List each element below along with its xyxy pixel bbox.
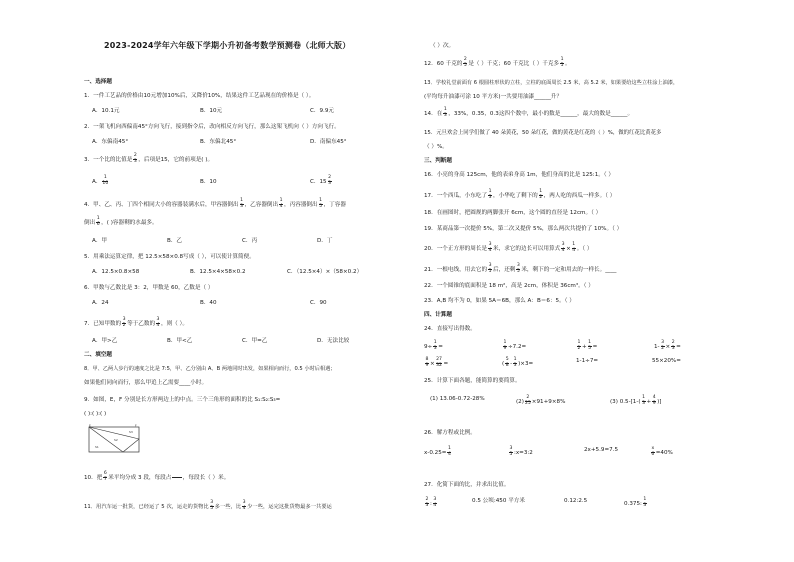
calc1-b-op: ÷7.2= bbox=[507, 343, 527, 350]
q10-text-mid: 米平均分成 3 段，每段占 bbox=[108, 474, 172, 481]
q4-fraction-3 bbox=[319, 199, 323, 210]
q7-f1-num: 3 bbox=[122, 317, 126, 322]
q3-option-c bbox=[310, 176, 333, 187]
calc1-a-op: 9÷ bbox=[424, 343, 433, 350]
question-25: 25．计算下面各题，能简算的要简算。 bbox=[424, 378, 521, 384]
q27-item-4: 0.375: bbox=[624, 500, 642, 507]
q26-item-2-frac: $\frac{3}{5}$ bbox=[509, 446, 513, 457]
calc2-b-open: ( bbox=[502, 360, 505, 367]
q12-text-mid: 是（ ）千克；60 千克比（ ）千克多 bbox=[468, 60, 560, 67]
calc2-b-frac2: $\frac{1}{3}$ bbox=[513, 357, 517, 368]
q4-option-c: C．丙 bbox=[242, 238, 258, 244]
question-24: 24．直接写出得数。 bbox=[424, 326, 476, 332]
q20-fraction-1 bbox=[488, 243, 492, 254]
q20-f1-num: 3 bbox=[488, 242, 492, 247]
section-calc: 四、计算题 bbox=[424, 312, 452, 318]
q7-option-b: B．甲<乙 bbox=[167, 338, 193, 344]
q12-f2-den: 5 bbox=[560, 62, 564, 68]
question-7 bbox=[84, 318, 188, 329]
calc2-c: 1-1÷7= bbox=[576, 358, 599, 364]
q12-text-pre: 12．60 千克的 bbox=[424, 60, 463, 67]
q6-option-a: A．24 bbox=[92, 300, 109, 306]
q20-text-mid: 米，求它的边长可以用算式 bbox=[493, 245, 561, 252]
q6-option-c: C．90 bbox=[310, 300, 327, 306]
q20-f1-den: 4 bbox=[488, 247, 492, 253]
q20-f3-num: 1 bbox=[572, 242, 576, 247]
q10-frac-den: 7 bbox=[103, 476, 107, 482]
q3-opta-den: 10 bbox=[102, 180, 109, 186]
calc2-b-minus: - bbox=[510, 360, 513, 367]
q11-text-mid: 多一些，比 bbox=[214, 503, 242, 510]
question-17 bbox=[424, 190, 615, 201]
q14-f-num: 1 bbox=[443, 107, 447, 112]
question-1: 1．一件工艺品的价格由10元增加10%后，又降价10%，结果这件工艺品现在的价格是（ ）。 bbox=[84, 93, 315, 99]
q25-item-2-label: (2) bbox=[516, 398, 524, 405]
q17-text-end: ，两人吃的西瓜一样多。（ ） bbox=[543, 192, 616, 199]
q17-f2-num: 1 bbox=[539, 189, 543, 194]
calc1-b-frac: $\frac{1}{9}$ bbox=[503, 340, 507, 351]
calc1-d-pre: 1- bbox=[654, 343, 660, 350]
q9-label-s2: S2 bbox=[114, 438, 118, 442]
q25-item-3-plus: + bbox=[646, 398, 652, 405]
q26-item-2: :x=3:2 bbox=[513, 449, 533, 456]
q4-f1-den: 3 bbox=[240, 203, 244, 209]
question-13-line2: (平均每升油漆可涂 10 平方米)一共要用油漆______升？ bbox=[424, 94, 563, 100]
q25-item-3-frac1: $\frac{1}{3}$ bbox=[642, 395, 645, 406]
calc1-c-eq: = bbox=[592, 343, 598, 350]
q20-fraction-2 bbox=[561, 243, 565, 254]
calc1-a-frac: $\frac{1}{3}$ bbox=[433, 340, 437, 351]
q20-fraction-3 bbox=[572, 243, 576, 254]
q12-fraction-2 bbox=[560, 58, 564, 69]
q4-f4-num: 1 bbox=[96, 216, 100, 221]
q3-opta-num: 1 bbox=[103, 175, 107, 180]
q21-fraction-2 bbox=[516, 264, 520, 275]
q3-text-pre: 3．一个比的比值是 bbox=[84, 156, 133, 163]
q9-label-e: E bbox=[89, 424, 91, 428]
q10-fraction bbox=[103, 472, 107, 483]
q11-fraction-1 bbox=[210, 501, 214, 512]
q3-frac-num: 2 bbox=[133, 153, 137, 158]
q3-optc-num: 2 bbox=[328, 175, 332, 180]
q26-item-3: 2x+5.9=7.5 bbox=[584, 447, 619, 453]
q10-text-post: ，每段长（ ）米。 bbox=[182, 474, 230, 481]
q17-f1-num: 1 bbox=[488, 189, 492, 194]
q20-text-post: 。（ ） bbox=[576, 245, 593, 252]
q27-item-4-frac: $\frac{1}{3}$ bbox=[643, 497, 647, 508]
question-20: 20．一个正方形的周长是 $\frac{3}{4}$ 米，求它的边长可以用算式 $\frac{3}{4}$ × $\frac{1}{4}$ 。（ ） bbox=[424, 242, 593, 253]
q1-option-b: B．10元 bbox=[200, 108, 223, 114]
q7-fraction-1 bbox=[122, 318, 126, 329]
q27-item-3: 0.12:2.5 bbox=[564, 498, 588, 504]
q27-item-1-frac1: $\frac{2}{3}$ bbox=[425, 497, 429, 508]
q7-f2-num: 3 bbox=[156, 317, 160, 322]
q12-f1-num: 2 bbox=[463, 57, 467, 62]
q21-f2-den: 5 bbox=[516, 268, 520, 274]
question-8: 8．甲、乙两人步行的速度之比是 7:5，甲、乙分别由 A、B 两地同时出发，如果相向而行，0.5 小时后相遇； bbox=[84, 366, 336, 372]
question-9: 9．如图，E，F 分别是长方形两边上的中点。三个三角形的面积的比 S₁:S₂:S₃= bbox=[84, 397, 281, 403]
q2-option-d: D．南偏东45° bbox=[310, 139, 347, 145]
question-18: 18．在画图时，把圆规的两脚张开 6cm，这个圆的直径是 12cm。（ ） bbox=[424, 210, 602, 216]
q7-fraction-2 bbox=[156, 318, 160, 329]
q25-item-2-frac: $\frac{2}{25}$ bbox=[524, 395, 531, 406]
q11-text-pre: 11．用汽车运一批货，已经运了 5 次，运走的货物比 bbox=[84, 503, 209, 510]
q26-item-1: x-0.25= bbox=[424, 449, 447, 456]
q10-text-pre: 10．把 bbox=[84, 474, 103, 481]
q4-text-a: 4．甲、乙、丙、丁四个相同大小的容器装满水后，甲容器倒出 bbox=[84, 201, 239, 208]
question-13: 13．学校礼堂前面有 6 根圆柱形状的立柱，立柱的底面周长 2.5 米，高 5.2 米，如果要给这些立柱涂上油漆， bbox=[424, 80, 679, 86]
q1-option-c: C．9.9元 bbox=[310, 108, 334, 114]
q10-blank-fraction bbox=[172, 472, 181, 483]
q4-f2-den: 4 bbox=[279, 203, 283, 209]
calc1-c-plus: + bbox=[581, 343, 587, 350]
q7-text-mid: 等于乙数的 bbox=[127, 320, 156, 327]
calc2-a-times: × bbox=[429, 360, 435, 367]
q7-option-c: C．甲=乙 bbox=[242, 338, 268, 344]
q11-f1-num: 3 bbox=[210, 500, 214, 505]
q21-text-mid: 后，还剩 bbox=[493, 266, 516, 273]
question-9-blanks: ( ):( ):( ) bbox=[84, 411, 107, 417]
q4-f2-num: 1 bbox=[279, 198, 283, 203]
page-title: 2023-2024学年六年级下学期小升初备考数学预测卷（北师大版） bbox=[104, 41, 351, 50]
question-10 bbox=[84, 472, 229, 483]
section-judge: 三、判断题 bbox=[424, 158, 452, 164]
calc1-d-frac1: $\frac{3}{2}$ bbox=[661, 340, 665, 351]
q20-f2-num: 3 bbox=[561, 242, 565, 247]
q9-label-s3: S3 bbox=[129, 430, 133, 434]
q4-f3-num: 1 bbox=[319, 198, 323, 203]
q12-f2-num: 1 bbox=[560, 57, 564, 62]
q17-fraction-1 bbox=[488, 190, 492, 201]
q11-text-post: 少一些，运完这批货物最多一共要运 bbox=[247, 503, 332, 510]
q7-f2-den: 4 bbox=[156, 322, 160, 328]
q21-text-post: 米，剩下的一定和用去的一样长。____ bbox=[521, 266, 617, 273]
q12-f1-den: 5 bbox=[463, 62, 467, 68]
q11-continuation: （ ）次。 bbox=[430, 43, 455, 49]
question-4 bbox=[84, 199, 346, 210]
question-22: 22．一个圆锥的底面积是 18 m²，高是 2cm，体积是 36cm³。（ ） bbox=[424, 283, 594, 289]
q27-item-1-colon: : bbox=[429, 500, 432, 507]
q17-f1-den: 3 bbox=[488, 194, 492, 200]
calc1-c-frac2: $\frac{1}{5}$ bbox=[588, 340, 592, 351]
q6-option-b: B．40 bbox=[200, 300, 217, 306]
q20-text-pre: 20．一个正方形的周长是 bbox=[424, 245, 488, 252]
question-15-line2: （ ）%。 bbox=[424, 144, 448, 150]
q10-frac-num: 6 bbox=[103, 471, 107, 476]
question-6: 6．甲数与乙数比是 3：2，甲数是 60，乙数是（ ） bbox=[84, 285, 214, 291]
q17-fraction-2 bbox=[539, 190, 543, 201]
q17-text-post: ，小华吃了剩下的 bbox=[493, 192, 538, 199]
q4-f3-den: 5 bbox=[319, 203, 323, 209]
q21-fraction-1 bbox=[488, 264, 492, 275]
q5-option-b: B．12.5×4×58×0.2 bbox=[190, 269, 246, 275]
q25-item-3-frac2: $\frac{4}{9}$ bbox=[652, 395, 656, 406]
q4-f4-den: 6 bbox=[96, 221, 100, 227]
calc1-a-eq: = bbox=[438, 343, 443, 350]
q4-text-f: ，( )容器剩的水最多。 bbox=[101, 219, 158, 226]
q4-text-c: ，丙容器倒出 bbox=[284, 201, 318, 208]
q1-option-a: A．10.1元 bbox=[92, 108, 120, 114]
q4-text-e: 倒出 bbox=[84, 219, 96, 226]
q21-f1-num: 3 bbox=[488, 263, 492, 268]
q25-item-1: (1) 13.06-0.72-28% bbox=[430, 396, 485, 402]
question-5: 5．用乘法运算定律，把 12.5×58×0.8写成（ ），可以使计算简便。 bbox=[84, 254, 255, 260]
q3-option-c-label: C．15 bbox=[310, 178, 327, 185]
question-11 bbox=[84, 501, 332, 512]
question-26: 26．解方程或比例。 bbox=[424, 430, 476, 436]
q21-f1-den: 5 bbox=[488, 268, 492, 274]
q4-text-d: ，丁容器 bbox=[323, 201, 346, 208]
q17-f2-den: 2 bbox=[539, 194, 543, 200]
q26-item-4-frac: $\frac{x}{6}$ bbox=[651, 446, 655, 457]
calc2-d: 55×20%= bbox=[652, 358, 681, 364]
q12-fraction-1 bbox=[463, 58, 467, 69]
q3-option-a bbox=[92, 176, 109, 187]
q4-fraction-4 bbox=[96, 217, 100, 228]
q4-text-b: ，乙容器倒出 bbox=[244, 201, 279, 208]
q27-item-1-frac2: $\frac{3}{4}$ bbox=[433, 497, 437, 508]
section-fill: 二、填空题 bbox=[84, 352, 112, 358]
question-8-line2: 如果他们同向而行，那么甲追上乙需要____小时。 bbox=[84, 380, 208, 386]
question-2: 2．一架飞机向西偏南45°方向飞行，接到指令后，改向相反方向飞行，那么这架飞机向（ ）方向飞行。 bbox=[84, 124, 340, 130]
q4-option-b: B．乙 bbox=[167, 238, 183, 244]
q2-option-b: B．东偏北45° bbox=[200, 139, 237, 145]
q7-option-d: D．无法比较 bbox=[317, 338, 350, 344]
q20-f3-den: 4 bbox=[572, 247, 576, 253]
question-27: 27．化简下面的比，并求出比值。 bbox=[424, 482, 510, 488]
q9-rectangle-figure bbox=[88, 424, 140, 454]
q11-f2-num: 3 bbox=[242, 500, 246, 505]
q7-f1-den: 2 bbox=[122, 322, 126, 328]
q3-option-a-fraction bbox=[102, 176, 108, 187]
q7-text-post: ，则（ ）。 bbox=[160, 320, 188, 327]
calc1-d-times: × bbox=[665, 343, 671, 350]
q26-item-1-frac: $\frac{1}{4}$ bbox=[447, 446, 451, 457]
question-3 bbox=[84, 154, 213, 165]
q21-text-pre: 21．一根电线，用去它的 bbox=[424, 266, 488, 273]
question-19: 19．某商品第一次提价 5%，第二次又提价 5%，那么两次共提价了 10%。（ ） bbox=[424, 226, 623, 232]
calc2-b-close: )×3= bbox=[518, 360, 534, 367]
q9-label-f: F bbox=[135, 424, 137, 428]
q7-text-pre: 7．已知甲数的 bbox=[84, 320, 122, 327]
q26-item-4: =40% bbox=[655, 449, 673, 456]
q14-fraction bbox=[443, 108, 447, 119]
q7-option-a: A．甲>乙 bbox=[92, 338, 118, 344]
calc1-c-frac1: $\frac{1}{2}$ bbox=[577, 340, 581, 351]
question-14 bbox=[424, 108, 633, 119]
q25-item-2-rest: ×91+9×8% bbox=[531, 398, 566, 405]
question-15: 15．元旦欢会上同学们做了 40 朵黄花，50 朵红花，做的黄花是红花的（ ）%，做的红花比黄花多 bbox=[424, 130, 662, 136]
q3-optc-den: 3 bbox=[328, 180, 332, 186]
question-4-line2 bbox=[84, 217, 158, 228]
q12-text-post: 。 bbox=[565, 60, 571, 67]
question-12 bbox=[424, 58, 571, 69]
q3-text-post: ，后项是15，它的前项是( )。 bbox=[138, 156, 214, 163]
q3-fraction bbox=[133, 154, 137, 165]
q5-option-c: C．（12.5×4）×（58×0.2） bbox=[287, 269, 363, 275]
q11-f1-den: 5 bbox=[210, 505, 214, 511]
q25-item-3-close: )] bbox=[657, 398, 662, 405]
calc1-d-eq: = bbox=[676, 343, 681, 350]
q14-f-den: 3 bbox=[443, 112, 447, 118]
q11-fraction-2 bbox=[242, 501, 246, 512]
question-23: 23．A,B 均不为 0，如果 5A＝6B，那么 A：B＝6：5。（ ） bbox=[424, 298, 575, 304]
q21-f2-num: 3 bbox=[516, 263, 520, 268]
q3-frac-den: 3 bbox=[133, 158, 137, 164]
q4-option-d: D．丁 bbox=[317, 238, 333, 244]
calc2-a-eq: = bbox=[443, 360, 449, 367]
question-16: 16．小亮的身高 125cm，他的表弟身高 1m，他们身高的比是 125:1。（ ） bbox=[424, 172, 615, 178]
section-choice: 一、选择题 bbox=[84, 79, 112, 85]
q3-option-b: B．10 bbox=[200, 179, 217, 185]
q3-option-a-label: A． bbox=[92, 178, 102, 185]
q14-text-pre: 14．在 bbox=[424, 110, 443, 117]
q17-text-pre: 17．一个西瓜，小东吃了 bbox=[424, 192, 488, 199]
q2-option-a: A．东偏南45° bbox=[92, 139, 129, 145]
q4-fraction-2 bbox=[279, 199, 283, 210]
question-21 bbox=[424, 264, 616, 275]
q14-text-post: ，33%，0.35，0.3这四个数中，最小的数是______，最大的数是______。 bbox=[448, 110, 634, 117]
q27-item-2: 0.5 公顷:450 平方米 bbox=[472, 498, 525, 504]
q11-f2-den: 4 bbox=[242, 505, 246, 511]
q4-fraction-1 bbox=[240, 199, 244, 210]
q4-option-a: A．甲 bbox=[92, 238, 108, 244]
q9-label-s1: S1 bbox=[95, 445, 99, 449]
q20-f2-den: 4 bbox=[561, 247, 565, 253]
calc2-a-frac1: $\frac{8}{9}$ bbox=[425, 357, 429, 368]
calc2-a-frac2: $\frac{27}{32}$ bbox=[436, 357, 442, 368]
calc1-d-frac2: $\frac{2}{3}$ bbox=[671, 340, 675, 351]
q5-option-a: A．12.5×0.8×58 bbox=[92, 269, 140, 275]
q25-item-3-label: (3) 0.5-[1-( bbox=[610, 398, 641, 405]
calc2-b-frac1: $\frac{5}{8}$ bbox=[505, 357, 509, 368]
q3-option-c-fraction bbox=[328, 176, 332, 187]
q4-f1-num: 1 bbox=[240, 198, 244, 203]
